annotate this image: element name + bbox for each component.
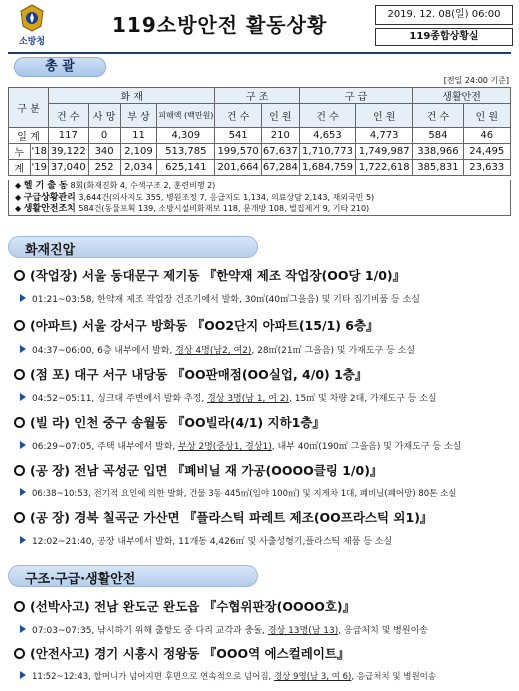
fire-agency-emblem-icon [19, 4, 45, 32]
triangle-bullet-icon [20, 536, 26, 544]
incident-desc: 07:03~07:35, 낚시하기 위해 출항도 중 다리 교각과 충돌, 경상 13명(남 13), 응급처치 및 병원이송 [20, 623, 428, 636]
circle-bullet-icon [14, 417, 25, 428]
triangle-bullet-icon [20, 393, 26, 401]
table-row [9, 128, 511, 144]
circle-bullet-icon [14, 648, 25, 659]
summary-section-label: 총 괄 [14, 57, 106, 77]
circle-bullet-icon [14, 465, 25, 476]
row-label: 일 계 [9, 128, 49, 144]
cell: 1,722,618 [356, 160, 413, 176]
rescue-section-title: 구조·구급·생활안전 [25, 572, 136, 587]
cell: 541 [215, 128, 261, 144]
subhead: 사 망 [88, 104, 120, 128]
cell: 0 [88, 128, 120, 144]
cell: 11 [120, 128, 157, 144]
row-label: '19 [30, 160, 48, 176]
summary-line-helicopter: ◆ 헬 기 출 동 8회(화재진화 4, 수색구조 2, 훈련비행 2) [15, 181, 216, 191]
group-header-rescue: 구 조 [215, 88, 299, 104]
cell: 4,309 [157, 128, 215, 144]
page-title: 119소방안전 활동상황 [112, 13, 328, 37]
cell: 338,966 [413, 144, 463, 160]
summary-label: 구급상황관리 [23, 192, 76, 203]
triangle-bullet-icon [20, 441, 26, 449]
subhead: 건 수 [413, 104, 463, 128]
incident-title: (공 장) 경북 칠곡군 가산면 『플라스틱 파레트 제조(OO프라스틱 외1)』 [14, 508, 432, 526]
cell: 1,684,759 [299, 160, 355, 176]
unit-note: [전일 24:00 기준] [443, 76, 509, 85]
logo-text: 소방청 [18, 37, 46, 47]
incident-title: (작업장) 서울 동대문구 제기동 『한약재 제조 작업장(OO당 1/0)』 [14, 266, 405, 284]
subhead: 인 원 [356, 104, 413, 128]
cell: 67,284 [261, 160, 299, 176]
group-header-fire: 화 재 [49, 88, 215, 104]
header-divider [8, 52, 511, 54]
subhead: 피해액 (백만원) [157, 104, 215, 128]
cell: 46 [463, 128, 510, 144]
cell: 67,637 [261, 144, 299, 160]
incident-title: (선박사고) 전남 완도군 완도읍 『수협위판장(OOOO호)』 [14, 597, 355, 615]
summary-line-ems: ◆ 구급상황관리 3,644건(의사지도 355, 병원조정 7, 응급지도 1,134, 의료상담 2,143, 재외국민 5) [15, 192, 375, 203]
circle-bullet-icon [14, 320, 25, 331]
report-date: 2019. 12. 08(일) 06:00 [375, 5, 513, 25]
summary-lines [8, 180, 511, 216]
cell: 2,109 [120, 144, 157, 160]
incident-desc: 06:38~10:53, 전기적 요인에 의한 발화, 건물 3동 445㎡(임야 100㎡) 및 지게차 1대, 폐비닐(폐어망) 80톤 소실 [20, 487, 457, 499]
cell: 513,785 [157, 144, 215, 160]
subhead: 건 수 [299, 104, 355, 128]
cell: 385,831 [413, 160, 463, 176]
circle-bullet-icon [14, 601, 25, 612]
fire-section-title: 화재진압 [25, 243, 76, 258]
circle-bullet-icon [14, 270, 25, 281]
incident-title: (아파트) 서울 강서구 방화동 『OO2단지 아파트(15/1) 6층』 [14, 316, 379, 334]
incident-desc: 01:21~03:58, 한약재 제조 작업장 건조기에서 발화, 30㎡(40㎡그을음) 및 기타 집기비품 등 소실 [20, 292, 420, 305]
incident-desc: 04:52~05:11, 싱크대 주변에서 발화 추정, 경상 3명(남 1, 여 2), 15㎡ 및 차량 2대, 가재도구 등 소실 [20, 391, 437, 404]
cell: 201,664 [215, 160, 261, 176]
summary-label: 헬 기 출 동 [23, 181, 68, 191]
cell: 23,633 [463, 160, 510, 176]
incident-desc: 04:37~06:00, 6층 내부에서 발화, 경상 4명(남2, 여2), 28㎡(21㎡ 그을음) 및 가재도구 등 소실 [20, 343, 415, 356]
circle-bullet-icon [14, 512, 25, 523]
subhead: 건 수 [49, 104, 89, 128]
incident-title: (공 장) 전남 곡성군 입면 『폐비닐 재 가공(OOOO클링 1/0)』 [14, 461, 382, 479]
summary-line-safety: ◆ 생활안전조치 584건(동물포획 139, 소방시설비화재보 118, 문개방 108, 벌집제거 9, 기타 210) [15, 204, 370, 214]
incident-title: (안전사고) 경기 시흥시 정왕동 『OOO역 에스컬레이트』 [14, 644, 350, 662]
circle-bullet-icon [14, 369, 25, 380]
cell: 24,495 [463, 144, 510, 160]
summary-text: 3,644건(의사지도 355, 병원조정 7, 응급지도 1,134, 의료상담 2,143, 재외국민 5) [78, 192, 375, 202]
group-header-safety: 생활안전 [413, 88, 511, 104]
table-row [9, 144, 511, 160]
cell: 584 [413, 128, 463, 144]
report-dept: 119종합상황실 [375, 28, 513, 46]
summary-text: 8회(화재진화 4, 수색구조 2, 훈련비행 2) [70, 181, 216, 190]
triangle-bullet-icon [20, 345, 26, 353]
cell: 252 [88, 160, 120, 176]
cell: 4,653 [299, 128, 355, 144]
incident-title: (빌 라) 인천 중구 송월동 『OO빌라(4/1) 지하1층』 [14, 413, 325, 431]
incident-desc: 06:29~07:05, 주택 내부에서 발화, 부상 2명(중상1, 경상1), 내부 40㎡(190㎡ 그을음) 및 가재도구 등 소실 [20, 439, 461, 452]
stats-table [8, 87, 511, 176]
cell: 37,040 [49, 160, 89, 176]
table-row [9, 160, 511, 176]
row-label: '18 [30, 144, 48, 160]
cell: 2,034 [120, 160, 157, 176]
cell: 1,749,987 [356, 144, 413, 160]
row-header: 구 분 [9, 88, 49, 128]
triangle-bullet-icon [20, 671, 26, 679]
cell: 340 [88, 144, 120, 160]
triangle-bullet-icon [20, 625, 26, 633]
cell: 199,570 [215, 144, 261, 160]
incident-desc: 11:52~12:43, 할머니가 넘어지면 후면으로 연속적으로 넘어짐, 경상 9명(남 3, 여 6), 응급처치 및 병원이송 [20, 670, 436, 682]
row-prefix: 계 [9, 160, 31, 176]
group-header-ems: 구 급 [299, 88, 412, 104]
page-header [0, 0, 519, 52]
cell: 1,710,773 [299, 144, 355, 160]
cell: 4,773 [356, 128, 413, 144]
triangle-bullet-icon [20, 488, 26, 496]
cell: 625,141 [157, 160, 215, 176]
rescue-section-heading [8, 565, 258, 587]
subhead: 부 상 [120, 104, 157, 128]
logo [10, 4, 54, 48]
triangle-bullet-icon [20, 294, 26, 302]
summary-label: 생활안전조치 [23, 204, 76, 214]
subhead: 인 원 [463, 104, 510, 128]
row-prefix: 누 [9, 144, 31, 160]
subhead: 인 원 [261, 104, 299, 128]
cell: 210 [261, 128, 299, 144]
subhead: 건 수 [215, 104, 261, 128]
cell: 117 [49, 128, 89, 144]
incident-desc: 12:02~21:40, 공장 내부에서 발화, 11개동 4,426㎡ 및 사출성형기,플라스틱 제품 등 소실 [20, 534, 392, 547]
fire-section-heading [8, 236, 258, 258]
summary-text: 584건(동물포획 139, 소방시설비화재보 118, 문개방 108, 벌집제거 9, 기타 210) [78, 204, 370, 213]
incident-title: (점 포) 대구 서구 내당동 『OO판매점(OO실업, 4/0) 1층』 [14, 365, 367, 383]
cell: 39,122 [49, 144, 89, 160]
